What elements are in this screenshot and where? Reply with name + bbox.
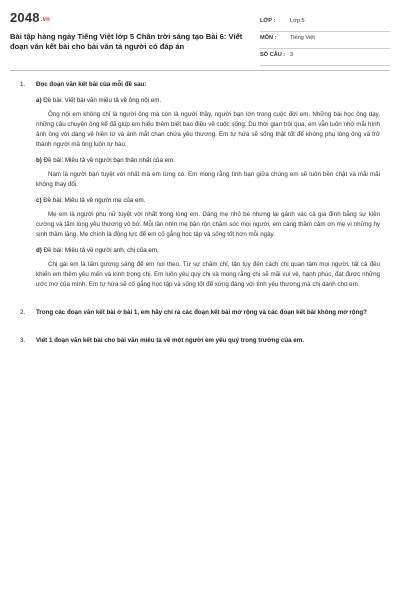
logo-main: 2048 [10, 10, 40, 25]
item-prompt: Đề bài: Miêu tả về người bạn thân nhất của em. [43, 157, 175, 164]
item-prompt: Đề bài: Miêu tả về người mẹ của em. [43, 197, 146, 204]
item-prompt: Đề bài: Viết bài văn miêu tả về ông nội em. [43, 97, 162, 104]
item-a-prompt [36, 96, 380, 106]
question-1 [20, 80, 380, 290]
item-d-prompt [36, 246, 380, 256]
question-number: 2. [20, 309, 26, 316]
question-2 [20, 308, 380, 318]
question-text: Trong các đoạn văn kết bài ở bài 1, em hãy chỉ ra các đoạn kết bài mở rộng và các đoạn kết bài không mở rộng? [36, 309, 367, 316]
meta-label: LỚP : [260, 18, 276, 24]
item-letter: d) [36, 247, 42, 254]
item-letter: c) [36, 197, 42, 204]
item-letter: b) [36, 157, 42, 164]
site-logo[interactable] [10, 10, 50, 25]
header-divider [10, 70, 390, 71]
question-3 [20, 336, 380, 346]
worksheet-title: Bài tập hàng ngày Tiếng Việt lớp 5 Chân trời sáng tạo Bài 6: Viết đoạn văn kết bài cho bài văn tả người có đáp án [10, 32, 243, 51]
item-c-answer: Mẹ em là người phụ nữ tuyệt vời nhất trong lòng em. Dáng mẹ nhỏ bé nhưng lại gánh vác cả gia đình bằng sự kiên cường và tấm lòng yêu thương vô bờ. Mỗi lần nhìn mẹ bận rộn chăm sóc mọi người, em càng thầm cảm ơn mẹ vì những hy sinh thầm lặng. Mẹ chính là động lực để em cố gắng học tập và sống tốt hơn mỗi ngày. [36, 211, 380, 238]
meta-row-question-count [260, 52, 390, 66]
meta-value: 3 [290, 52, 294, 58]
logo-tld: .vn [40, 17, 51, 23]
meta-value: Lớp 5 [290, 18, 305, 24]
meta-row-class [260, 18, 390, 32]
item-prompt: Đề bài: Miêu tả về người anh, chị của em. [43, 247, 159, 254]
item-b-prompt [36, 156, 380, 166]
item-d-answer: Chị gái em là tấm gương sáng để em noi theo. Từ sự chăm chỉ, tận tụy đến cách chị quan tâm mọi người, tất cả đều khiến em thêm yêu mến và kính trọng chị. Em luôn yêu quý chị và mong rằng chị sẽ mãi vui vẻ, hạnh phúc, đạt được những ước mơ của mình. Em tự hứa sẽ cố gắng học tập và sống tốt để xứng đáng với tình yêu thương mà chị dành cho em. [36, 261, 380, 288]
meta-label: MÔN : [260, 35, 277, 41]
item-b-answer: Nam là người bạn tuyệt vời nhất mà em từng có. Em mong rằng tình bạn giữa chúng em sẽ luôn bền chặt và mãi mãi không thay đổi. [36, 171, 380, 188]
question-number: 3. [20, 337, 26, 344]
question-text: Đọc đoạn văn kết bài của mỗi đề sau: [36, 81, 147, 88]
meta-value: Tiếng Việt [290, 35, 315, 41]
header [10, 8, 390, 68]
meta-label: SỐ CÂU : [260, 52, 286, 58]
item-letter: a) [36, 97, 42, 104]
question-text: Viết 1 đoạn văn kết bài cho bài văn miêu tả về một người em yêu quý trong trường của em. [36, 337, 304, 344]
meta-table [260, 18, 390, 69]
item-c-prompt [36, 196, 380, 206]
questions [20, 80, 380, 346]
item-a-answer: Ông nội em không chỉ là người ông mà còn là người thầy, người bạn lớn trong cuộc đời em. Những bài học ông dạy, những câu chuyện ông kể đã giúp em hiểu thêm biết bao điều về cuộc sống. Dù thời gian trôi qua, em vẫn luôn nhớ mãi hình ảnh ông với dáng vẻ hiền từ và ánh mắt chan chứa yêu thương. Em tự hứa sẽ sống thật tốt để không phụ lòng ông và trở thành người mà ông luôn tự hào. [36, 111, 380, 148]
meta-row-subject [260, 35, 390, 49]
question-number: 1. [20, 81, 26, 88]
